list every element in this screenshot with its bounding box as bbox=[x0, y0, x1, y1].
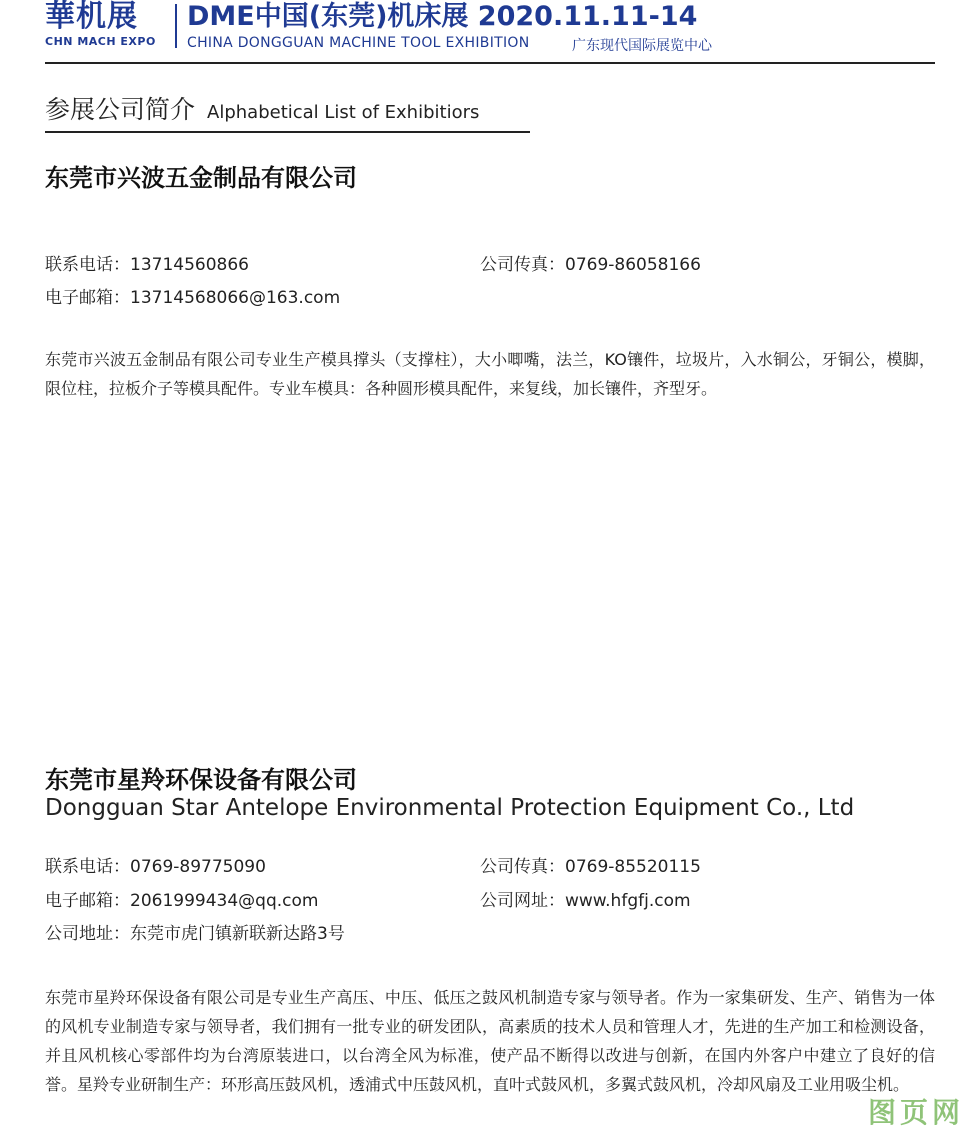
company-phone: 联系电话：0769-89775090 bbox=[45, 857, 266, 877]
expo-header bbox=[45, 0, 935, 64]
company-fax: 公司传真：0769-85520115 bbox=[480, 857, 701, 877]
header-divider bbox=[175, 4, 177, 48]
expo-venue: 广东现代国际展览中心 bbox=[572, 38, 712, 54]
header-rule bbox=[45, 62, 935, 64]
section-title-cn: 参展公司简介 bbox=[45, 95, 196, 124]
section-rule bbox=[45, 131, 530, 133]
company-email[interactable]: 电子邮箱：13714568066@163.com bbox=[45, 288, 341, 308]
company-fax: 公司传真：0769-86058166 bbox=[480, 255, 701, 275]
company-description: 东莞市星羚环保设备有限公司是专业生产高压、中压、低压之鼓风机制造专家与领导者。作为一家集研发、生产、销售为一体的风机专业制造专家与领导者，我们拥有一批专业的研发团队，高素质的技术人员和管理人才，先进的生产加工和检测设备，并且风机核心零部件均为台湾原装进口，以台湾全风为标准，使产品不断得以改进与创新，在国内外客户中建立了良好的信誉。星羚专业研制生产：环形高压鼓风机，透浦式中压鼓风机，直叶式鼓风机，多翼式鼓风机，冷却风扇及工业用吸尘机。 bbox=[45, 988, 935, 1094]
section-title bbox=[45, 90, 479, 126]
company-name-en: Dongguan Star Antelope Environmental Protection Equipment Co., Ltd bbox=[45, 795, 855, 821]
company-email[interactable]: 电子邮箱：2061999434@qq.com bbox=[45, 891, 319, 911]
watermark: 图页网 bbox=[867, 1096, 964, 1129]
company-name: 东莞市星羚环保设备有限公司 bbox=[45, 766, 357, 794]
expo-logo-en: CHN MACH EXPO bbox=[45, 35, 156, 48]
company-website[interactable]: 公司网址：www.hfgfj.com bbox=[480, 891, 691, 911]
company-phone: 联系电话：13714560866 bbox=[45, 255, 249, 275]
expo-logo: 華机展 bbox=[45, 0, 138, 34]
company-name: 东莞市兴波五金制品有限公司 bbox=[45, 164, 357, 192]
section-title-en: Alphabetical List of Exhibitiors bbox=[207, 102, 480, 123]
company-description: 东莞市兴波五金制品有限公司专业生产模具撑头（支撑柱），大小唧嘴，法兰，KO镶件，垃圾片，入水铜公，牙铜公，模脚，限位柱，拉板介子等模具配件。专业车模具：各种圆形模具配件，来复线，加长镶件，齐型牙。 bbox=[45, 350, 935, 398]
company-address: 公司地址：东莞市虎门镇新联新达路3号 bbox=[45, 924, 345, 944]
expo-subtitle: CHINA DONGGUAN MACHINE TOOL EXHIBITION bbox=[187, 35, 530, 51]
expo-title: DME中国(东莞)机床展 2020.11.11-14 bbox=[187, 1, 698, 32]
